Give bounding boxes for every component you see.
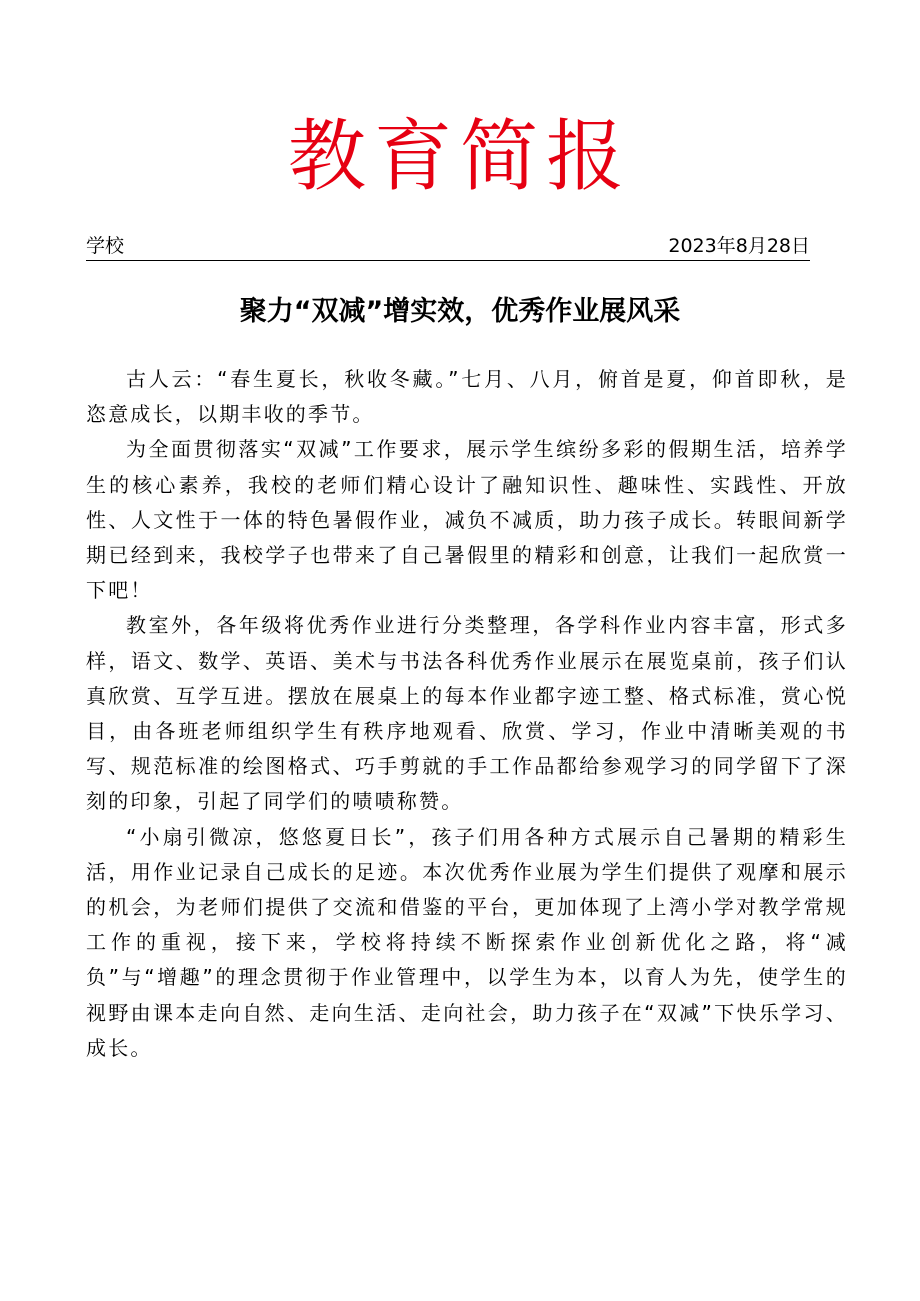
article-body	[86, 362, 848, 1066]
newsletter-masthead: 教育简报	[287, 112, 632, 202]
meta-line	[86, 232, 810, 261]
article-paragraph: “小扇引微凉，悠悠夏日长”，孩子们用各种方式展示自己暑期的精彩生活，用作业记录自己成长的足迹。本次优秀作业展为学生们提供了观摩和展示的机会，为老师们提供了交流和借鉴的平台，更加体现了上湾小学对教学常规工作的重视，接下来，学校将持续不断探索作业创新优化之路，将“减负”与“增趣”的理念贯彻于作业管理中，以学生为本，以育人为先，使学生的视野由课本走向自然、走向生活、走向社会，助力孩子在“双减”下快乐学习、成长。	[86, 824, 848, 1060]
article-paragraph: 古人云：“春生夏长，秋收冬藏。”七月、八月，俯首是夏，仰首即秋，是恣意成长，以期丰收的季节。	[86, 367, 848, 427]
issue-date: 2023年8月28日	[668, 235, 810, 257]
article-headline: 聚力“双减”增实效，优秀作业展风采	[239, 296, 681, 327]
article-paragraph: 为全面贯彻落实“双减”工作要求，展示学生缤纷多彩的假期生活，培养学生的核心素养，我校的老师们精心设计了融知识性、趣味性、实践性、开放性、人文性于一体的特色暑假作业，减负不减质，助力孩子成长。转眼间新学期已经到来，我校学子也带来了自己暑假里的精彩和创意，让我们一起欣赏一下吧！	[86, 437, 848, 603]
article-paragraph: 教室外，各年级将优秀作业进行分类整理，各学科作业内容丰富，形式多样，语文、数学、英语、美术与书法各科优秀作业展示在展览桌前，孩子们认真欣赏、互学互进。摆放在展桌上的每本作业都字迹工整、格式标准，赏心悦目，由各班老师组织学生有秩序地观看、欣赏、学习，作业中清晰美观的书写、规范标准的绘图格式、巧手剪就的手工作品都给参观学习的同学留下了深刻的印象，引起了同学们的啧啧称赞。	[86, 613, 848, 814]
school-label: 学校	[86, 235, 125, 257]
